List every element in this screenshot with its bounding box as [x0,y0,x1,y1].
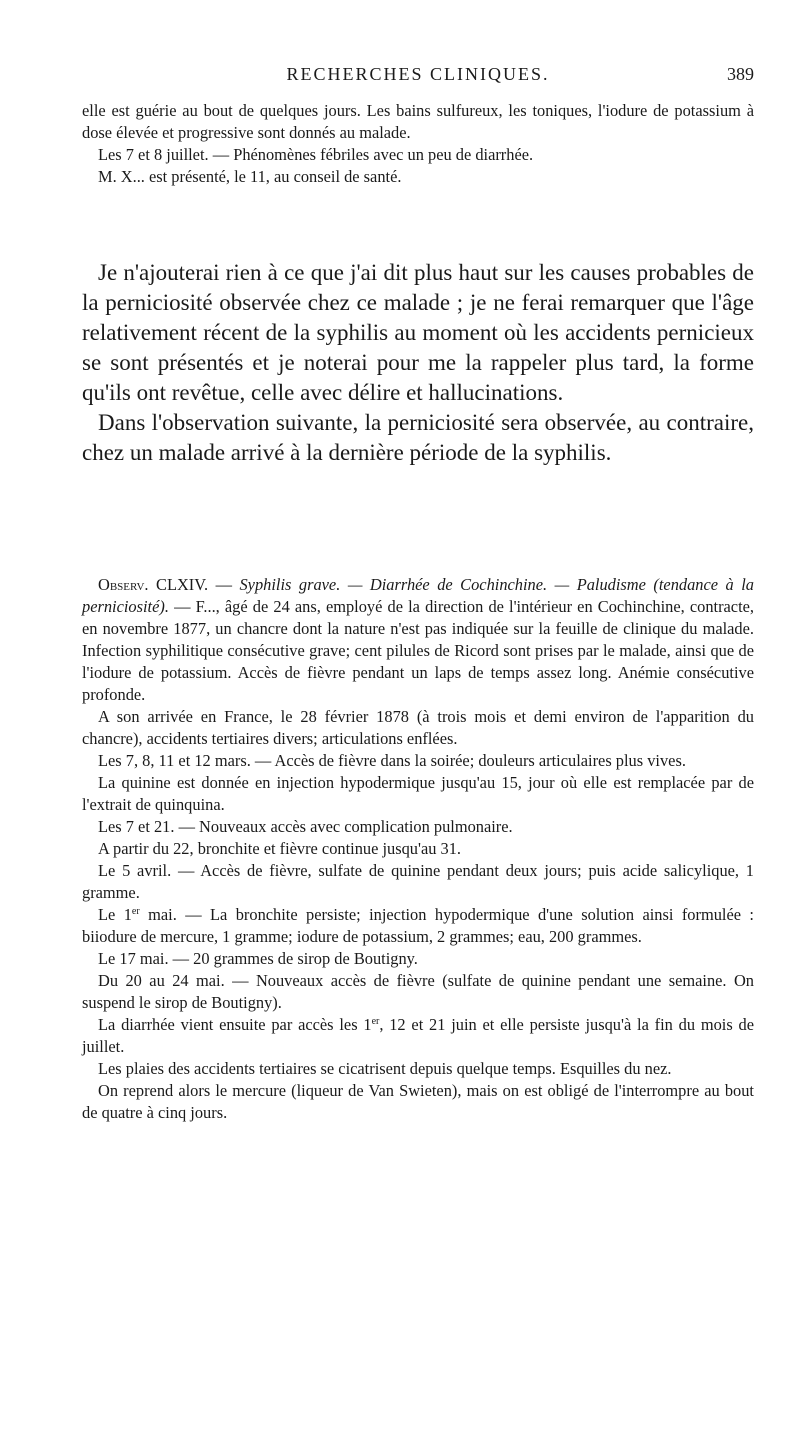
page-header [82,62,754,90]
text-fragment: mai. — La bronchite persiste; injection hypodermique d'une solution ainsi formulée : biiodure de mercure, 1 gramme; iodure de potassium, 2 grammes; eau, 200 grammes. [82,905,754,946]
observation-dash: — [208,575,240,594]
observation-paragraph-12: Les plaies des accidents tertiaires se cicatrisent depuis quelque temps. Esquilles du nez. [98,1059,672,1078]
observation-paragraph-2: A son arrivée en France, le 28 février 1878 (à trois mois et demi environ de l'apparition du chancre), accidents tertiaires divers; articulations enflées. [82,707,754,748]
observation-paragraph-11 [82,1014,754,1058]
superscript: er [131,906,140,917]
observation-section [82,574,754,1124]
observation-paragraph-8 [82,904,754,948]
observation-paragraph-7: Le 5 avril. — Accès de fièvre, sulfate de quinine pendant deux jours; puis acide salicylique, 1 gramme. [82,861,754,902]
intro-paragraph-1: elle est guérie au bout de quelques jours. Les bains sulfureux, les toniques, l'iodure de potassium à dose élevée et progressive sont donnés au malade. [82,101,754,142]
running-title: RECHERCHES CLINIQUES. [286,64,550,84]
intro-paragraph-3: M. X... est présenté, le 11, au conseil de santé. [98,167,402,186]
observation-paragraph-4: La quinine est donnée en injection hypodermique jusqu'au 15, jour où elle est remplacée par de l'extrait de quinquina. [82,773,754,814]
intro-section [82,100,754,188]
text-fragment: , 12 et 21 juin et elle persiste jusqu'à la fin du mois de juillet. [82,1015,754,1056]
commentary-paragraph-1: Je n'ajouterai rien à ce que j'ai dit plus haut sur les causes probables de la perniciosité observée chez ce malade ; je ne ferai remarquer que l'âge relativement récent de la syphilis au moment où les accidents pernicieux se sont présentés et je noterai pour me la rappeler plus tard, la forme qu'ils ont revêtue, celle avec délire et hallucinations. [82,260,754,405]
observation-text: — F..., âgé de 24 ans, employé de la direction de l'intérieur en Cochinchine, contracte, en novembre 1877, un chancre dont la nature n'est pas indiquée sur la feuille de clinique du malade. Infection syphilitique consécutive grave; cent pilules de Ricord sont prises par le malade, ainsi que de l'iodure de potassium. Accès de fièvre pendant un laps de temps assez long. Anémie consécutive profonde. [82,597,754,704]
commentary-paragraph-2: Dans l'observation suivante, la perniciosité sera observée, au contraire, chez un malade arrivé à la dernière période de la syphilis. [82,410,754,465]
observation-paragraph-10: Du 20 au 24 mai. — Nouveaux accès de fièvre (sulfate de quinine pendant une semaine. On suspend le sirop de Boutigny). [82,971,754,1012]
observation-paragraph-13: On reprend alors le mercure (liqueur de Van Swieten), mais on est obligé de l'interrompre au bout de quatre à cinq jours. [82,1081,754,1122]
intro-paragraph-2: Les 7 et 8 juillet. — Phénomènes fébriles avec un peu de diarrhée. [98,145,534,164]
text-fragment: Le 1 [98,905,132,924]
commentary-section [82,258,754,468]
observation-heading-paragraph [82,574,754,706]
observation-paragraph-5: Les 7 et 21. — Nouveaux accès avec complication pulmonaire. [98,817,513,836]
superscript: er [371,1016,380,1027]
observation-paragraph-3: Les 7, 8, 11 et 12 mars. — Accès de fièvre dans la soirée; douleurs articulaires plus vives. [98,751,686,770]
observation-title: Syphilis grave. — Diarrhée de Cochinchine. — Paludisme (tendance à la perniciosité). [82,575,754,616]
observation-paragraph-9: Le 17 mai. — 20 grammes de sirop de Boutigny. [98,949,418,968]
observation-label: Observ. CLXIV. [98,575,209,594]
text-fragment: La diarrhée vient ensuite par accès les 1 [98,1015,372,1034]
page-number: 389 [727,64,754,84]
observation-paragraph-6: A partir du 22, bronchite et fièvre continue jusqu'au 31. [98,839,461,858]
